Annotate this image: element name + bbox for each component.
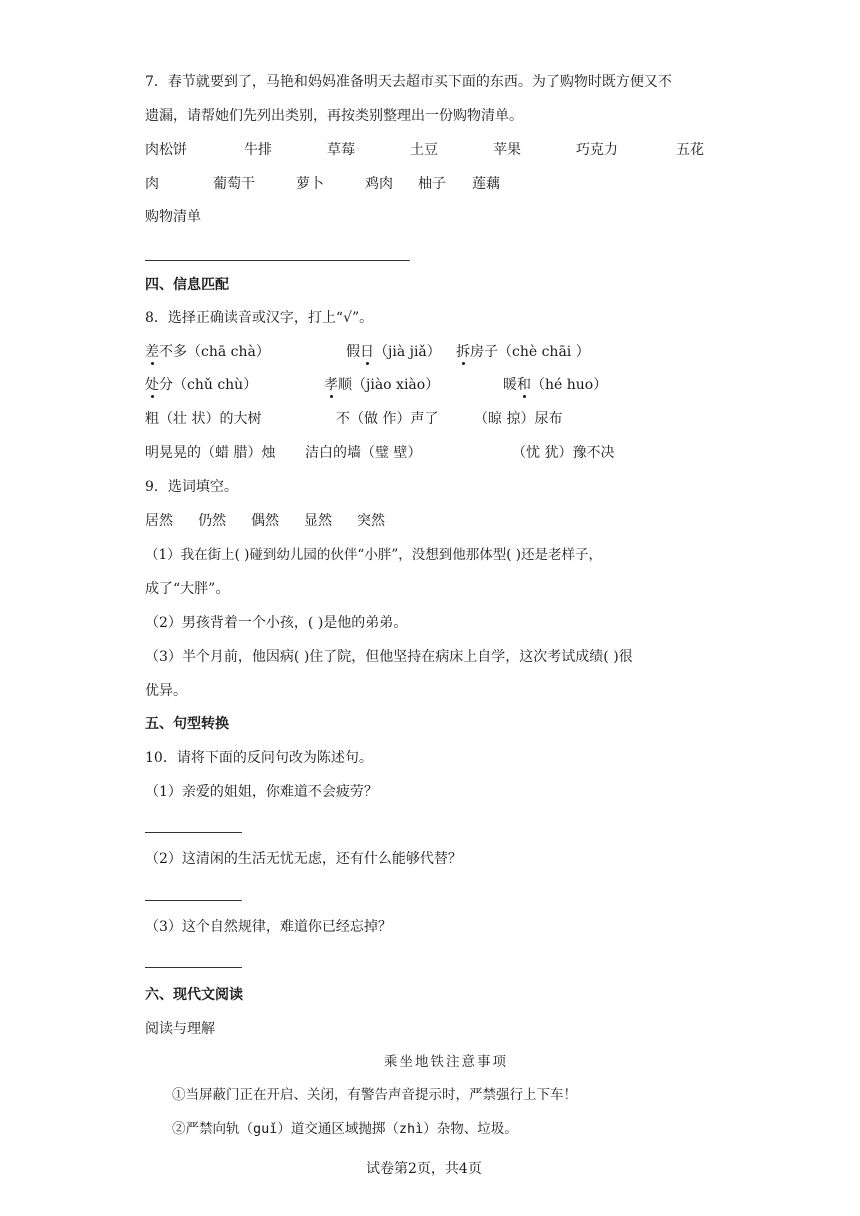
section-heading: 五、句型转换 [145,716,229,732]
answer-line[interactable] [145,900,242,901]
q7-item: 苹果 [493,142,521,158]
q8-title: 8．选择正确读音或汉字，打上“√”。 [145,310,374,326]
shopping-list-label: 购物清单 [145,209,201,225]
q10-sentence: （1）亲爱的姐姐，你难道不会疲劳？ [145,784,378,800]
answer-line[interactable] [145,967,242,968]
q8-item: 假日（jià jiǎ） [346,344,441,360]
q8-item: 洁白的墙（璧 壁） [305,445,422,461]
q7-item: 肉 [145,176,159,192]
q8-item: 明晃晃的（蜡 腊）烛 [145,445,276,461]
q8-item: （忧 犹）豫不决 [512,445,615,461]
q9-word: 突然 [357,513,385,529]
q9-word: 偶然 [251,513,279,529]
q7-item: 巧克力 [576,142,618,158]
q7-line2: 遗漏，请帮她们先列出类别，再按类别整理出一份购物清单。 [145,108,523,124]
q8-item: 粗（壮 状）的大树 [145,411,262,427]
q7-item: 草莓 [327,142,355,158]
q9-word: 居然 [145,513,173,529]
q7-item: 葡萄干 [213,176,255,192]
q9-sentence: （3）半个月前，他因病( )住了院，但他坚持在病床上自学，这次考试成绩( )很 [145,649,633,665]
q7-item: 鸡肉 [365,176,393,192]
q9-sentence: （1）我在街上( )碰到幼儿园的伙伴“小胖”，没想到他那体型( )还是老样子， [145,547,603,563]
q9-title: 9．选词填空。 [145,479,238,495]
q9-sentence: （2）男孩背着一个小孩，( )是他的弟弟。 [145,615,408,631]
section-heading: 六、现代文阅读 [145,987,243,1003]
notice-item: ②严禁向轨（guǐ）道交通区域抛掷（zhì）杂物、垃圾。 [172,1121,518,1137]
q8-item: 拆房子（chè chāi ） [456,344,590,360]
notice-item: ①当屏蔽门正在开启、关闭，有警告声音提示时，严禁强行上下车！ [172,1087,577,1103]
section-subheading: 阅读与理解 [145,1021,215,1037]
answer-line[interactable] [145,832,242,833]
q7-item: 土豆 [410,142,438,158]
q7-line1: 7．春节就要到了，马艳和妈妈准备明天去超市买下面的东西。为了购物时既方便又不 [145,74,672,90]
q10-title: 10．请将下面的反问句改为陈述句。 [145,750,373,766]
section-heading: 四、信息匹配 [145,277,229,293]
q10-sentence: （3）这个自然规律，难道你已经忘掉？ [145,919,392,935]
q8-item: 处分（chǔ chù） [145,377,258,393]
q7-item: 肉松饼 [145,142,187,158]
q9-word: 仍然 [198,513,226,529]
q10-sentence: （2）这清闲的生活无忧无虑，还有什么能够代替？ [145,851,462,867]
q7-item: 萝卜 [296,176,324,192]
q8-item: 差不多（chā chà） [145,344,270,360]
q8-item: 孝顺（jiào xiào） [324,377,440,393]
q7-item: 莲藕 [472,176,500,192]
q7-item: 五花 [676,142,704,158]
q8-item: 暖和（hé huo） [503,377,608,393]
q9-word: 显然 [304,513,332,529]
page-footer: 试卷第2页，共4页 [366,1161,482,1177]
q9-sentence: 成了“大胖”。 [145,581,230,597]
answer-line[interactable] [145,260,410,261]
q7-item: 柚子 [418,176,446,192]
q7-item: 牛排 [244,142,272,158]
q9-sentence: 优异。 [145,683,187,699]
q8-item: （晾 掠）尿布 [474,411,563,427]
q8-item: 不（做 作）声了 [336,411,439,427]
notice-title: 乘坐地铁注意事项 [384,1054,508,1070]
